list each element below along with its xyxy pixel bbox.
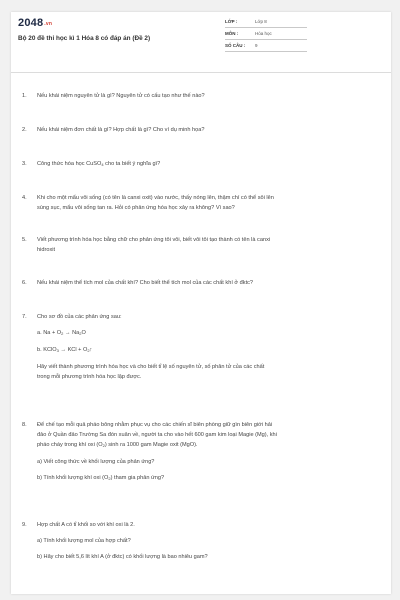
question-intro: Cho sơ đồ của các phản ứng sau:	[37, 314, 122, 320]
question-text: Nếu khái niệm đơn chất là gì? Hợp chất là gì? Cho ví dụ minh họa?	[37, 127, 205, 133]
text-segment: b) Tính khối lượng khí oxi (O	[37, 475, 109, 481]
arrow-icon: →	[60, 347, 66, 353]
question-number: 8.	[22, 422, 27, 428]
question-text-line: sùng sục, mẩu vôi sống tan ra. Hỏi có phản ứng hóa học xảy ra không? Vì sao?	[37, 205, 235, 211]
question-text-line: đảo ở Quần đảo Trường Sa đón xuân về, người ta cho vào hết 600 gam kim loại Magie (Mg), khi	[37, 432, 277, 438]
text-segment: ) sinh ra 1000 gam Magie oxit (MgO).	[104, 442, 198, 448]
header-divider	[11, 72, 391, 73]
question-2	[22, 125, 376, 135]
meta-value: Lớp 8	[255, 19, 267, 24]
meta-value: 9	[255, 43, 258, 48]
question-4	[22, 193, 376, 213]
meta-row-subject	[225, 28, 307, 40]
product: Na	[72, 330, 80, 336]
question-number: 9.	[22, 522, 27, 528]
question-9	[22, 520, 376, 562]
text-segment: ) tham gia phản ứng?	[110, 475, 165, 481]
subscript: 2	[87, 348, 90, 353]
question-text-line: trong mỗi phương trình hóa học lập được.	[37, 374, 142, 380]
question-number: 4.	[22, 195, 27, 201]
reactant: KClO	[43, 347, 57, 353]
question-3	[22, 159, 376, 170]
meta-row-class	[225, 16, 307, 28]
reactant: Na + O	[43, 330, 62, 336]
sub-question-b: b) Hãy cho biết 5,6 lít khí A (ở đktc) có khối lượng là bao nhiêu gam?	[37, 554, 208, 560]
reaction-a	[37, 328, 376, 339]
question-text-line	[37, 440, 376, 451]
text-segment: pháo cháy trong khí oxi (O	[37, 442, 103, 448]
question-text: Nếu khái niệm nguyên tử là gì? Nguyên tử có cấu tạo như thế nào?	[37, 93, 205, 99]
question-number: 1.	[22, 93, 27, 99]
question-6	[22, 278, 376, 288]
question-text: Hợp chất A có tỉ khối so với khí oxi là 2.	[37, 522, 135, 528]
reaction-label: a.	[37, 330, 42, 336]
subscript: 3	[56, 348, 59, 353]
question-text: Nếu khái niệm thể tích mol của chất khí? Cho biết thể tích mol của các chất khí ở đktc?	[37, 280, 254, 286]
meta-row-count	[225, 40, 307, 52]
arrow-icon: →	[64, 330, 71, 336]
subscript: 2	[61, 331, 64, 336]
meta-value: Hóa học	[255, 31, 272, 36]
logo-suffix: .vn	[44, 21, 53, 27]
meta-key: SỐ CÂU :	[225, 43, 246, 48]
question-text-line: Khi cho một mẩu vôi sống (có tên là canxi oxit) vào nước, thấy nóng lên, thậm chí có thể sôi lên	[37, 195, 274, 201]
subscript: 2	[108, 476, 111, 481]
meta-table	[225, 16, 307, 52]
logo-number: 2048	[18, 17, 44, 29]
reaction-b	[37, 345, 376, 356]
question-text-line: Hãy viết thành phương trình hóa học và cho biết tỉ lệ số nguyên tử, số phân tử của các chất	[37, 364, 265, 370]
question-5	[22, 235, 376, 255]
subscript: 2	[79, 331, 82, 336]
question-number: 2.	[22, 127, 27, 133]
product: KCl + O	[67, 347, 88, 353]
product: O	[81, 330, 86, 336]
question-7	[22, 312, 376, 382]
sub-question-a: a) Tính khối lượng mol của hợp chất?	[37, 538, 131, 544]
document-title: Bộ 20 đề thi học kì 1 Hóa 8 có đáp án (Đề 2)	[18, 35, 151, 42]
sub-question-a: a) Viết công thức về khối lượng của phản ứng?	[37, 459, 155, 465]
question-text-line: Viết phương trình hóa học bằng chữ cho phản ứng tôi vôi, biết vôi tôi tạo thành có tên là canxi	[37, 237, 271, 243]
document-page	[11, 12, 391, 594]
document-header	[11, 12, 391, 66]
site-logo[interactable]	[18, 17, 52, 29]
question-number: 3.	[22, 161, 27, 167]
up-arrow-icon: ↑	[89, 347, 93, 353]
question-1	[22, 91, 376, 101]
reaction-label: b.	[37, 347, 42, 353]
question-text-line: hidroxit	[37, 247, 56, 253]
meta-key: MÔN :	[225, 31, 239, 36]
question-number: 7.	[22, 314, 27, 320]
question-number: 5.	[22, 237, 27, 243]
subscript: 4	[101, 162, 104, 167]
question-number: 6.	[22, 280, 27, 286]
subscript: 2	[102, 443, 105, 448]
sub-question-b	[37, 473, 376, 484]
question-8	[22, 420, 376, 484]
question-text	[37, 159, 376, 170]
meta-key: LỚP :	[225, 19, 238, 24]
text-segment: Công thức hóa học CuSO	[37, 161, 102, 167]
text-segment: cho ta biết ý nghĩa gì?	[103, 161, 161, 167]
question-text-line: Để chế tạo mỗi quả pháo bông nhằm phục vụ cho các chiến sĩ biên phòng giữ gìn biên giới hải	[37, 422, 273, 428]
